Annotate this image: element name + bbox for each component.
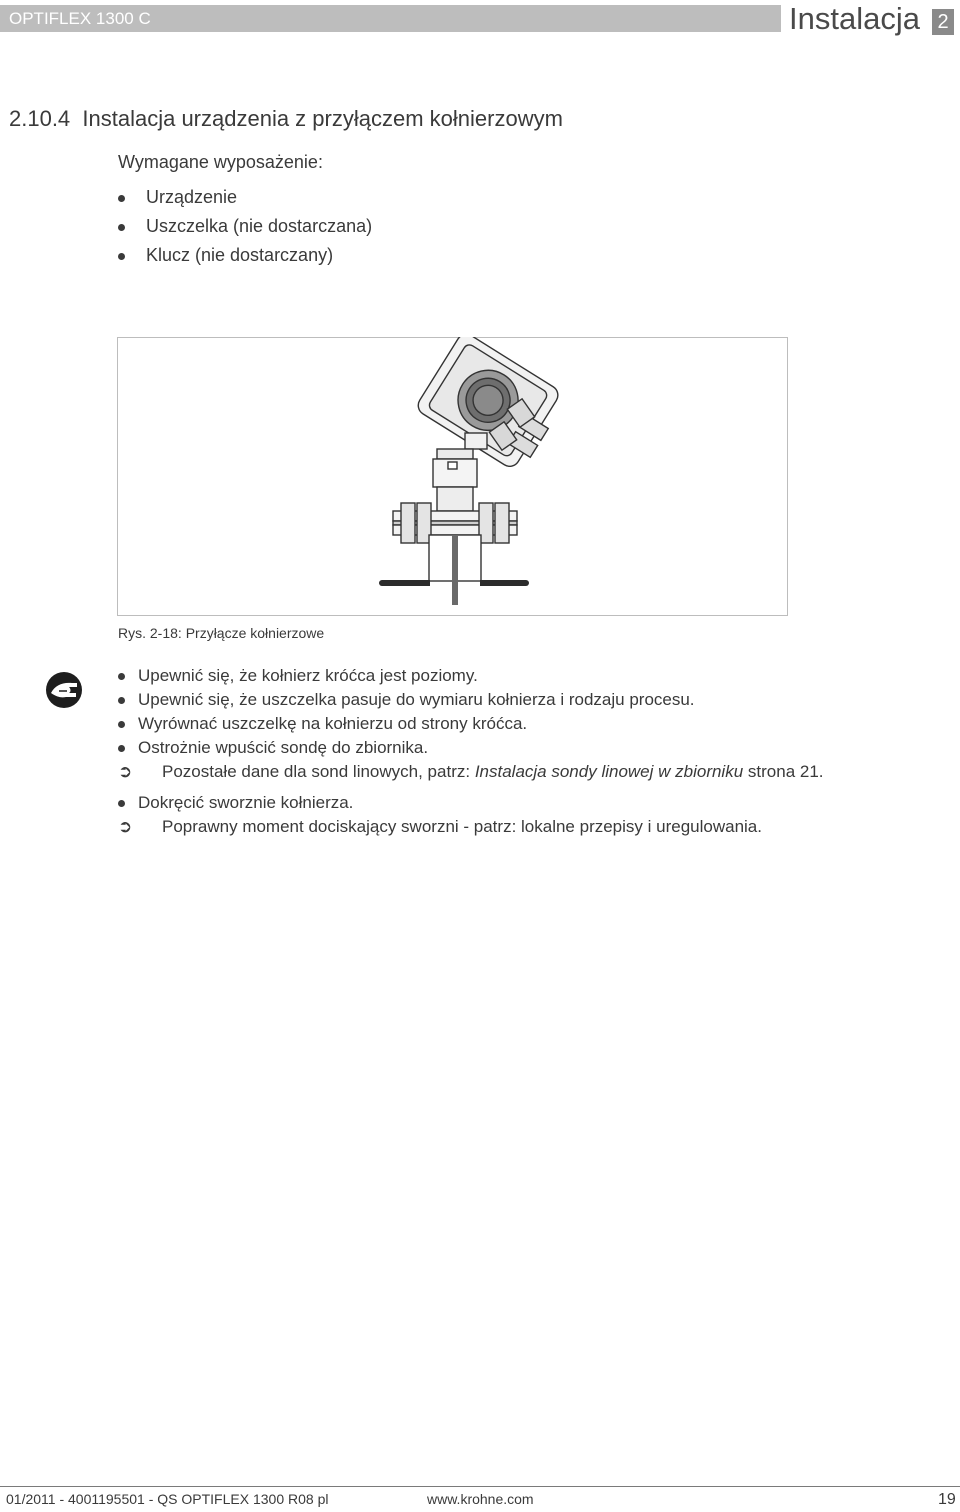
- step-text: Ostrożnie wpuścić sondę do zbiornika.: [138, 738, 429, 757]
- result-suffix: strona 21.: [743, 762, 824, 781]
- result-item: [118, 815, 824, 846]
- step-text: Upewnić się, że uszczelka pasuje do wymiaru kołnierza i rodzaju procesu.: [138, 690, 695, 709]
- result-arrow-icon: ➲: [118, 762, 133, 781]
- header-product: OPTIFLEX 1300 C: [9, 9, 151, 28]
- list-item: Uszczelka (nie dostarczana): [118, 212, 372, 241]
- hand-icon: [45, 671, 83, 709]
- result-arrow-icon: ➲: [118, 817, 133, 836]
- section-heading: 2.10.4 Instalacja urządzenia z przyłączem kołnierzowym: [9, 106, 563, 131]
- result-text: Poprawny moment dociskający sworzni - patrz: lokalne przepisy i uregulowania.: [162, 817, 762, 836]
- list-item: [118, 688, 824, 712]
- list-item: [118, 712, 824, 736]
- header-chapter-title: Instalacja: [789, 1, 920, 36]
- result-link-title[interactable]: Instalacja sondy linowej w zbiorniku: [474, 762, 744, 781]
- list-item: [118, 791, 824, 815]
- flange-connection-diagram: [117, 337, 788, 616]
- footer-website[interactable]: www.krohne.com: [427, 1491, 534, 1507]
- required-equipment-label: Wymagane wyposażenie:: [118, 152, 323, 172]
- step-text: Wyrównać uszczelkę na kołnierzu od strony króćca.: [138, 714, 528, 733]
- result-item: [118, 760, 824, 791]
- list-item: Klucz (nie dostarczany): [118, 241, 372, 270]
- list-item: Urządzenie: [118, 183, 372, 212]
- required-equipment-list: [118, 183, 372, 270]
- step-text: Upewnić się, że kołnierz króćca jest poziomy.: [138, 666, 478, 685]
- instruction-steps: [118, 664, 824, 846]
- footer-rule: [0, 1486, 960, 1487]
- list-item: [118, 664, 824, 688]
- figure-caption: Rys. 2-18: Przyłącze kołnierzowe: [118, 625, 325, 641]
- header-chapter-number: 2: [932, 9, 954, 35]
- footer-doc-ref: 01/2011 - 4001195501 - QS OPTIFLEX 1300 R08 pl: [6, 1491, 329, 1507]
- step-text: Dokręcić sworznie kołnierza.: [138, 793, 354, 812]
- result-text: Pozostałe dane dla sond linowych, patrz:: [162, 762, 475, 781]
- footer-page-number: 19: [938, 1491, 956, 1508]
- list-item: [118, 736, 824, 760]
